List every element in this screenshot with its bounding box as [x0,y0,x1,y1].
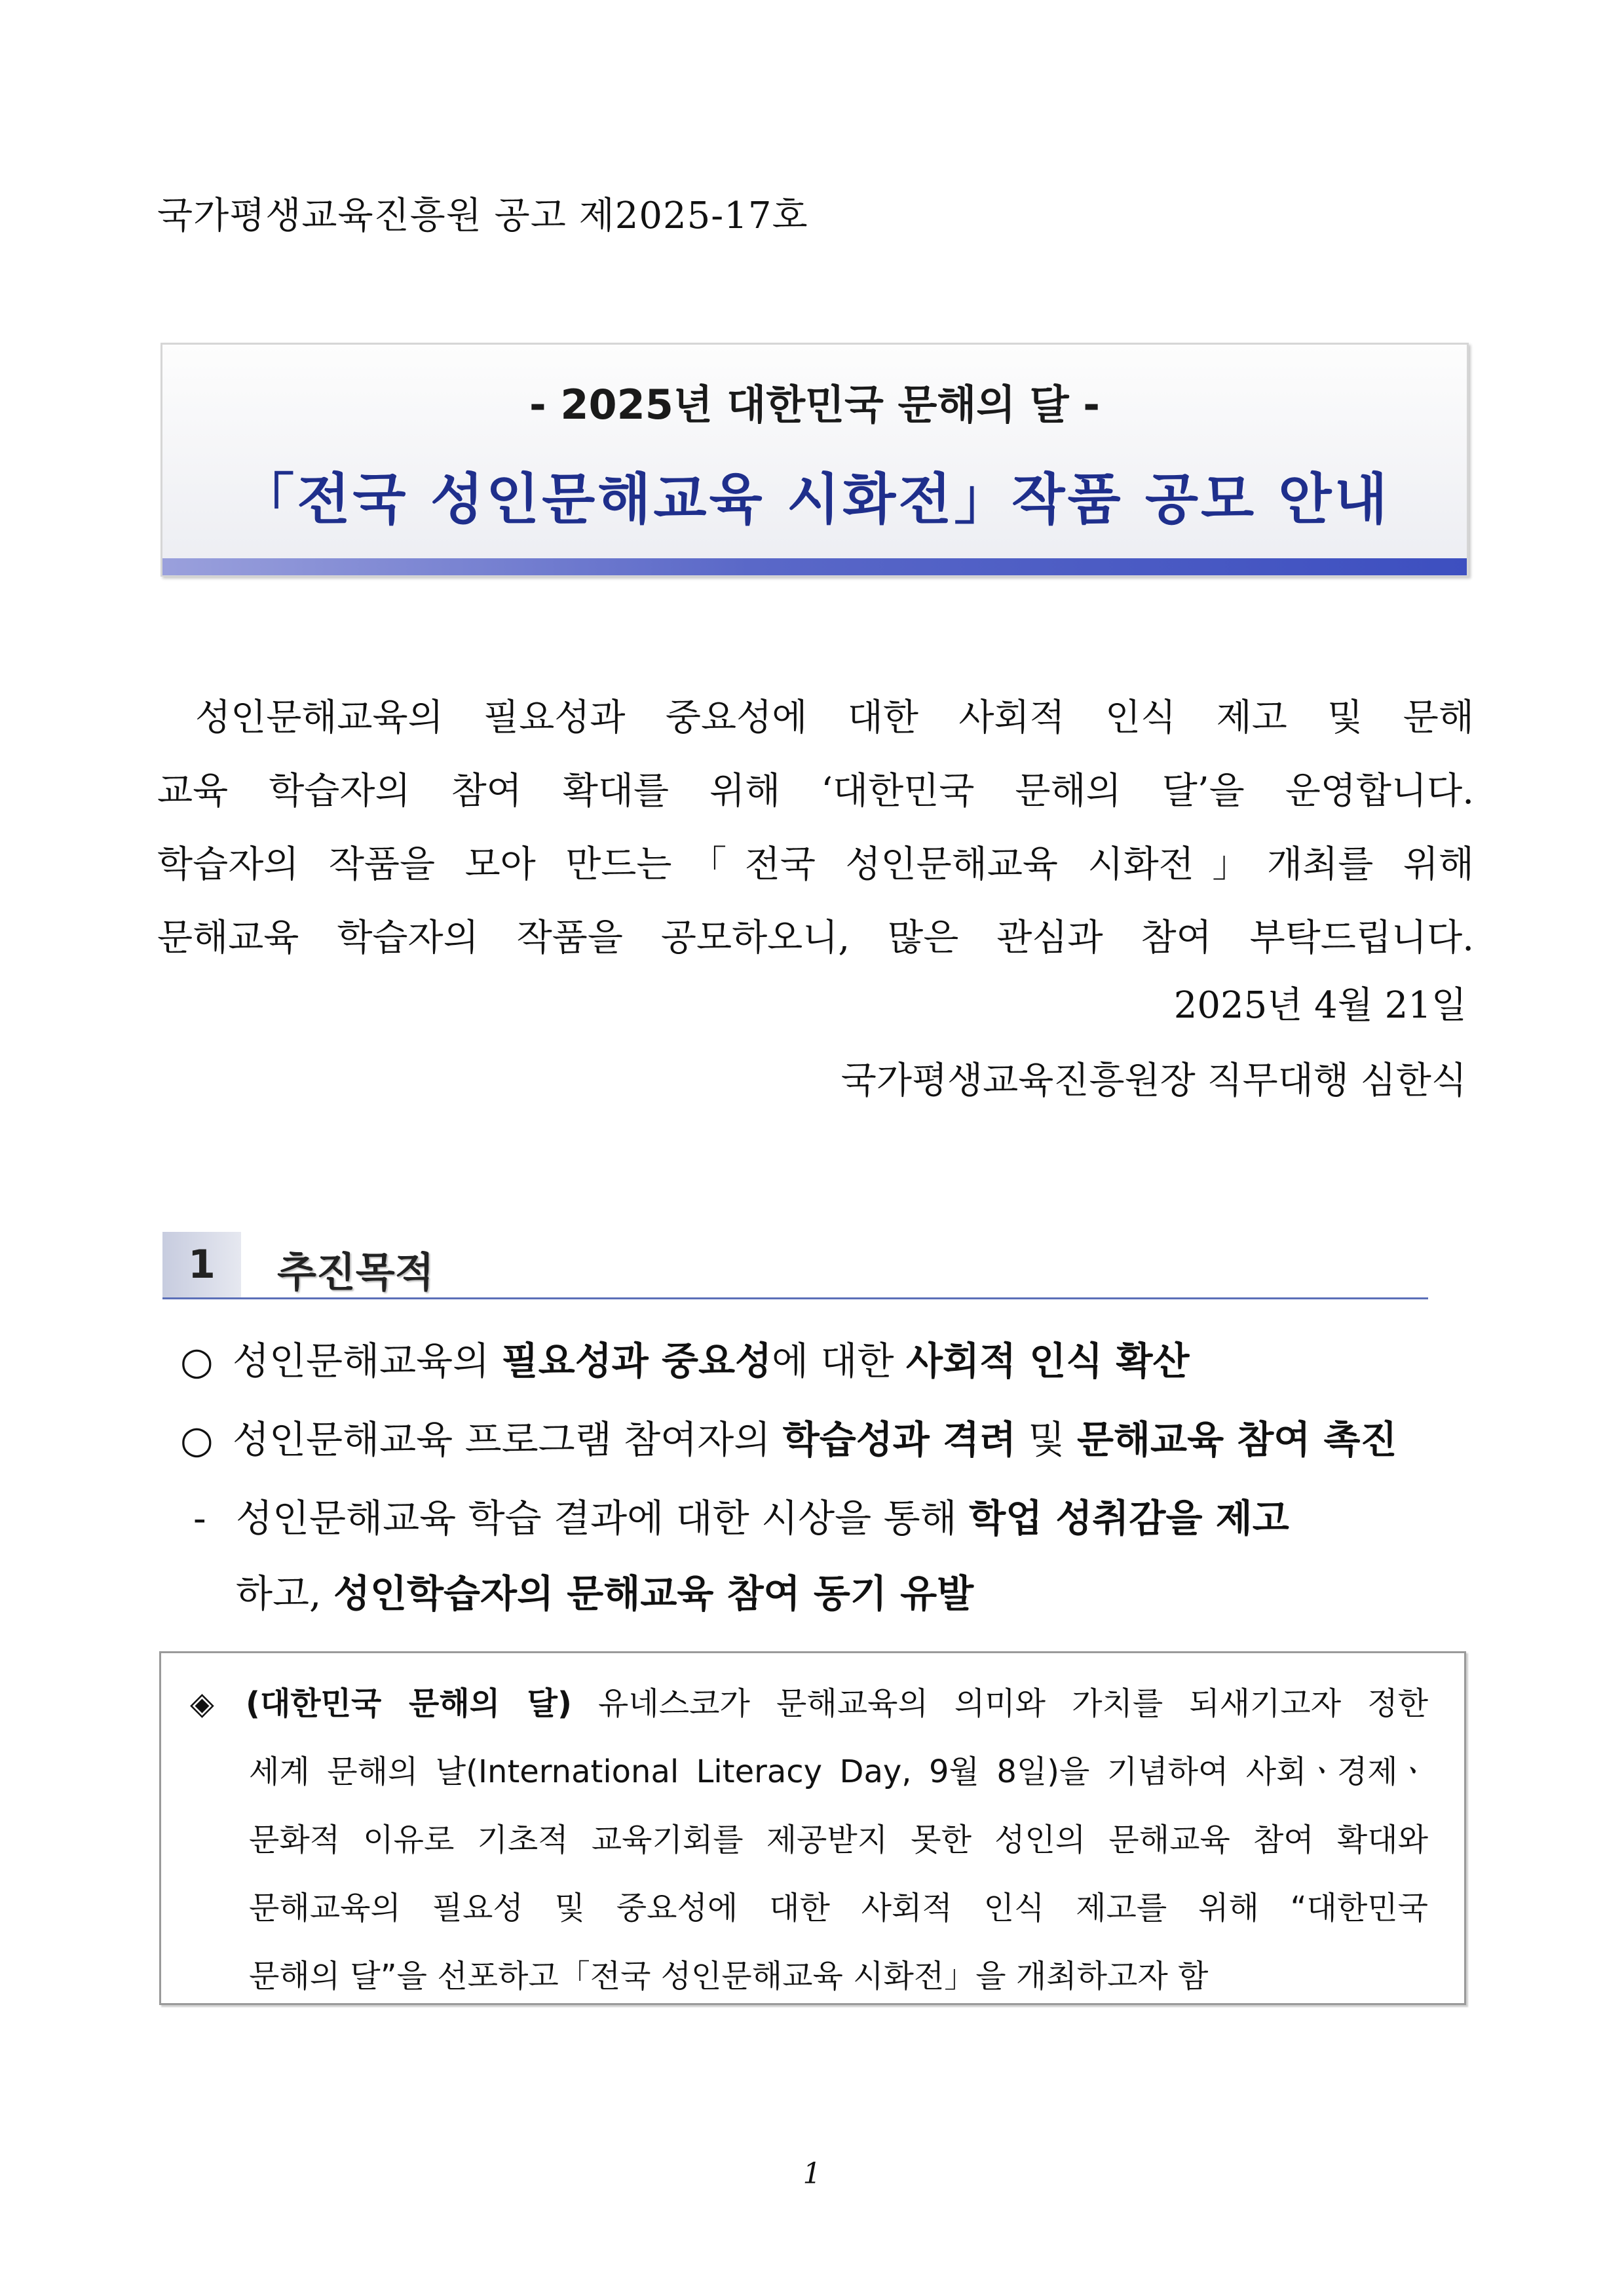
note-line: 문화적 이유로 기초적 교육기회를 제공받지 못한 성인의 문해교육 참여 확대와 [249,1822,1428,1858]
section-header [162,1232,1428,1297]
note-line: 문해교육의 필요성 및 중요성에 대한 사회적 인식 제고를 위해 “대한민국 [249,1890,1428,1926]
document-title: 「전국 성인문해교육 시화전」작품 공모 안내 [239,467,1390,531]
purpose-bullet [180,1330,1190,1385]
note-line [190,1670,1428,1738]
bullet-text: 및 [1016,1417,1077,1462]
circle-bullet-icon: ○ [180,1339,214,1383]
bullet-emphasis: 학습성과 격려 [782,1417,1017,1462]
notice-number: 국가평생교육진흥원 공고 제2025-17호 [157,195,808,237]
intro-line: 학습자의 작품을 모아 만드는「전국 성인문해교육 시화전」개최를 위해 [157,843,1474,886]
bullet-emphasis: 성인학습자의 문해교육 참여 동기 유발 [333,1571,974,1616]
bullet-emphasis: 학업 성취감을 제고 [969,1496,1289,1540]
intro-paragraph [157,681,1474,975]
intro-line: 성인문해교육의 필요성과 중요성에 대한 사회적 인식 제고 및 문해 [195,697,1474,739]
bullet-text: 성인문해교육 프로그램 참여자의 [233,1417,783,1462]
bullet-text: 성인문해교육 학습 결과에 대한 시상을 통해 [236,1496,970,1540]
bullet-text: 하고, [236,1571,333,1616]
bullet-emphasis: 사회적 인식 확산 [906,1339,1190,1383]
note-line: 문해의 달”을 선포하고「전국 성인문해교육 시화전」을 개최하고자 함 [249,1958,1209,1995]
diamond-bullet-icon: ◈ [190,1685,214,1722]
bullet-text: 에 대한 [772,1339,906,1383]
intro-line: 교육 학습자의 참여 확대를 위해 ‘대한민국 문해의 달’을 운영합니다. [157,770,1474,813]
section-number: 1 [162,1232,241,1297]
dash-bullet-icon: - [193,1496,206,1540]
circle-bullet-icon: ○ [180,1417,214,1462]
bullet-emphasis: 문해교육 참여 촉진 [1076,1417,1397,1462]
note-label: (대한민국 문해의 달) [246,1685,572,1722]
document-subtitle: - 2025년 대한민국 문해의 달 - [529,381,1100,429]
title-underline-bar [162,558,1467,575]
bullet-emphasis: 필요성과 중요성 [501,1339,772,1383]
note-line: 세계 문해의 날(International Literacy Day, 9월 8일)을 기념하여 사회ㆍ경제ㆍ [249,1753,1428,1790]
note-text [190,1670,1428,2010]
purpose-sub-bullet-continuation [236,1563,973,1618]
notice-date: 2025년 4월 21일 [1173,984,1467,1027]
page-number: 1 [803,2157,821,2191]
intro-line: 문해교육 학습자의 작품을 공모하오니, 많은 관심과 참여 부탁드립니다. [157,917,1474,959]
bullet-text: 성인문해교육의 [233,1339,502,1383]
purpose-bullet [180,1409,1397,1464]
section-title: 추진목적 [277,1248,434,1296]
purpose-sub-bullet [193,1487,1289,1542]
section-divider [162,1297,1428,1299]
note-line-text: 유네스코가 문해교육의 의미와 가치를 되새기고자 정한 [598,1685,1428,1722]
signature: 국가평생교육진흥원장 직무대행 심한식 [840,1060,1467,1102]
